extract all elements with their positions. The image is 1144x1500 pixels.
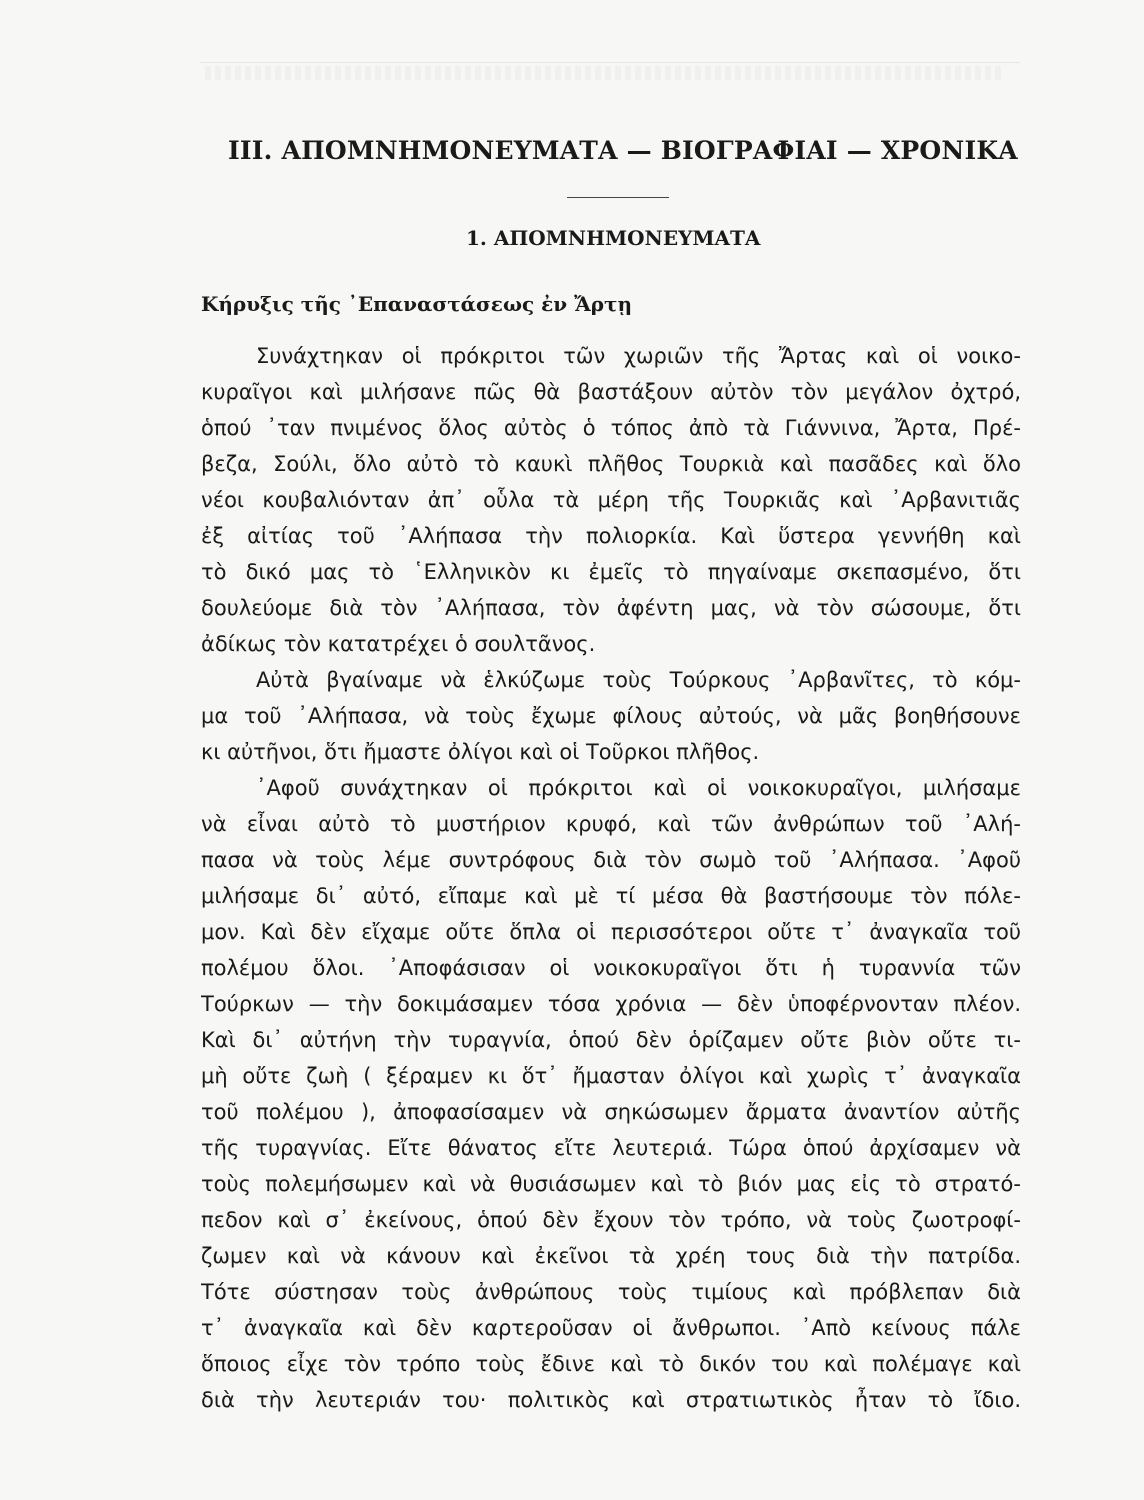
text-line: Τούρκων — τὴν δοκιμάσαμεν τόσα χρόνια — δὲν ὑποφέρνονταν πλέον. bbox=[201, 992, 1021, 1016]
section-heading: III. ΑΠΟΜΝΗΜΟΝΕΥΜΑΤΑ — ΒΙΟΓΡΑΦΙΑΙ — ΧΡΟΝΙΚΑ bbox=[228, 136, 1018, 165]
text-line: ὅποιος εἶχε τὸν τρόπο τοὺς ἔδινε καὶ τὸ δικόν του καὶ πολέμαγε καὶ bbox=[201, 1352, 1021, 1376]
text-line: νέοι κουβαλιόνταν ἀπ᾿ οὗλα τὰ μέρη τῆς Τουρκιᾶς καὶ ᾿Αρβανιτιᾶς bbox=[201, 488, 1021, 512]
text-line: ἀδίκως τὸν κατατρέχει ὁ σουλτᾶνος. bbox=[201, 632, 596, 656]
text-line: Αὐτὰ βγαίναμε νὰ ἑλκύζωμε τοὺς Τούρκους ᾿Αρβανῖτες, τὸ κόμ- bbox=[256, 668, 1021, 692]
text-line: Συνάχτηκαν οἱ πρόκριτοι τῶν χωριῶν τῆς Ἄρτας καὶ οἱ νοικο- bbox=[256, 344, 1021, 368]
text-line: διὰ τὴν λευτεριάν του· πολιτικὸς καὶ στρατιωτικὸς ἦταν τὸ ἴδιο. bbox=[201, 1388, 1021, 1412]
body-text bbox=[201, 338, 1021, 1418]
show-through-rule bbox=[200, 62, 1020, 63]
article-title: Κήρυξις τῆς ᾿Επαναστάσεως ἐν Ἄρτῃ bbox=[201, 292, 633, 316]
text-line: μιλήσαμε δι᾿ αὐτό, εἴπαμε καὶ μὲ τί μέσα θὰ βαστήσουμε τὸν πόλε- bbox=[201, 884, 1021, 908]
text-line: ὁπού ᾿ταν πνιμένος ὅλος αὐτὸς ὁ τόπος ἀπὸ τὰ Γιάννινα, Ἄρτα, Πρέ- bbox=[201, 416, 1021, 440]
text-line: τὸ δικό μας τὸ ῾Ελληνικὸν κι ἐμεῖς τὸ πηγαίναμε σκεπασμένο, ὅτι bbox=[201, 560, 1021, 584]
text-line: Καὶ δι᾿ αὐτήνη τὴν τυραγνία, ὁπού δὲν ὁρίζαμεν οὔτε βιὸν οὔτε τι- bbox=[201, 1028, 1021, 1052]
text-line: ζωμεν καὶ νὰ κάνουν καὶ ἐκεῖνοι τὰ χρέη τους διὰ τὴν πατρίδα. bbox=[201, 1244, 1021, 1268]
show-through-text bbox=[205, 66, 1005, 80]
text-line: μὴ οὔτε ζωὴ ( ξέραμεν κι ὅτ᾿ ἤμασταν ὀλίγοι καὶ χωρὶς τ᾿ ἀναγκαῖα bbox=[201, 1064, 1021, 1088]
heading-divider bbox=[567, 197, 669, 198]
text-line: κι αὐτῆνοι, ὅτι ἤμαστε ὀλίγοι καὶ οἱ Τοῦρκοι πλῆθος. bbox=[201, 740, 760, 764]
text-line: τῆς τυραγνίας. Εἴτε θάνατος εἴτε λευτεριά. Τώρα ὁπού ἀρχίσαμεν νὰ bbox=[201, 1136, 1021, 1160]
text-line: νὰ εἶναι αὐτὸ τὸ μυστήριον κρυφό, καὶ τῶν ἀνθρώπων τοῦ ᾿Αλή- bbox=[201, 812, 1021, 836]
text-line: τοῦ πολέμου ), ἀποφασίσαμεν νὰ σηκώσωμεν ἄρματα ἀναντίον αὐτῆς bbox=[201, 1100, 1021, 1124]
text-line: Τότε σύστησαν τοὺς ἀνθρώπους τοὺς τιμίους καὶ πρόβλεπαν διὰ bbox=[201, 1280, 1021, 1304]
text-line: ᾿Αφοῦ συνάχτηκαν οἱ πρόκριτοι καὶ οἱ νοικοκυραῖγοι, μιλήσαμε bbox=[256, 776, 1021, 800]
text-line: μον. Καὶ δὲν εἴχαμε οὔτε ὅπλα οἱ περισσότεροι οὔτε τ᾿ ἀναγκαῖα τοῦ bbox=[201, 920, 1021, 944]
text-line: τ᾿ ἀναγκαῖα καὶ δὲν καρτεροῦσαν οἱ ἄνθρωποι. ᾿Απὸ κείνους πάλε bbox=[201, 1316, 1021, 1340]
text-line: βεζα, Σούλι, ὅλο αὐτὸ τὸ καυκὶ πλῆθος Τουρκιὰ καὶ πασᾶδες καὶ ὅλο bbox=[201, 452, 1021, 476]
text-line: μα τοῦ ᾿Αλήπασα, νὰ τοὺς ἔχωμε φίλους αὐτούς, νὰ μᾶς βοηθήσουνε bbox=[201, 704, 1021, 728]
text-line: κυραῖγοι καὶ μιλήσανε πῶς θὰ βαστάξουν αὐτὸν τὸν μεγάλον ὀχτρό, bbox=[201, 380, 1021, 404]
subheading: 1. ΑΠΟΜΝΗΜΟΝΕΥΜΑΤΑ bbox=[466, 226, 761, 250]
text-line: πεδον καὶ σ᾿ ἐκείνους, ὁπού δὲν ἔχουν τὸν τρόπο, νὰ τοὺς ζωοτροφί- bbox=[201, 1208, 1021, 1232]
text-line: πολέμου ὅλοι. ᾿Αποφάσισαν οἱ νοικοκυραῖγοι ὅτι ἡ τυραννία τῶν bbox=[201, 956, 1021, 980]
text-line: ἐξ αἰτίας τοῦ ᾿Αλήπασα τὴν πολιορκία. Καὶ ὕστερα γεννήθη καὶ bbox=[201, 524, 1021, 548]
text-line: δουλεύομε διὰ τὸν ᾿Αλήπασα, τὸν ἀφέντη μας, νὰ τὸν σώσουμε, ὅτι bbox=[201, 596, 1021, 620]
text-line: πασα νὰ τοὺς λέμε συντρόφους διὰ τὸν σωμὸ τοῦ ᾿Αλήπασα. ᾿Αφοῦ bbox=[201, 848, 1021, 872]
text-line: τοὺς πολεμήσωμεν καὶ νὰ θυσιάσωμεν καὶ τὸ βιόν μας εἰς τὸ στρατό- bbox=[201, 1172, 1021, 1196]
